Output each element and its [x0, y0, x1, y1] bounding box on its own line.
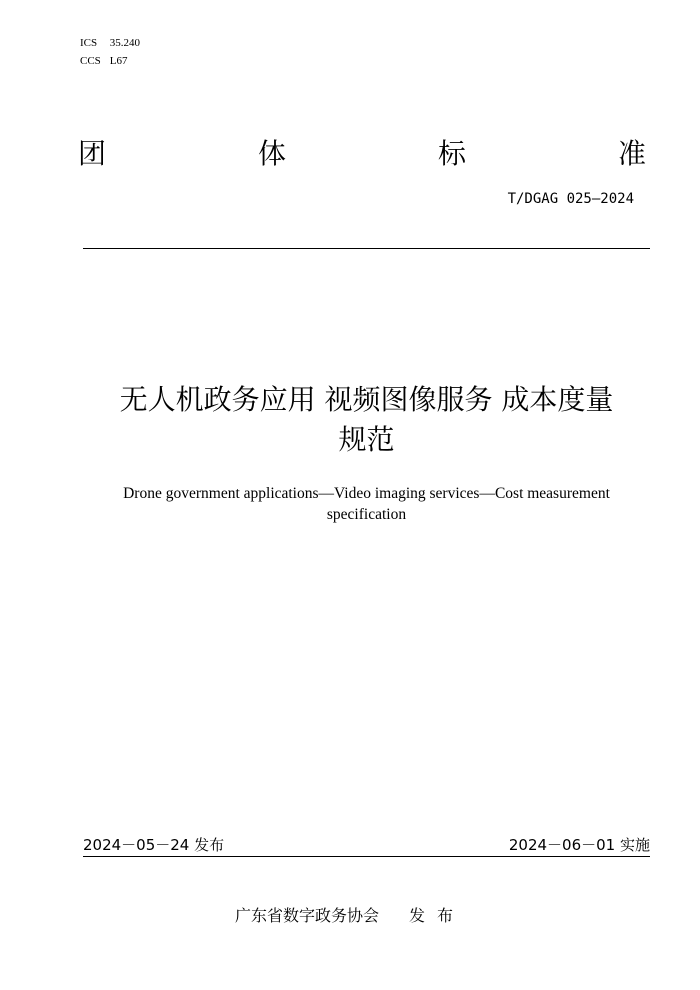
ccs-row: [80, 52, 140, 70]
chinese-title-line: 无人机政务应用 视频图像服务 成本度量: [119, 383, 614, 416]
ccs-label: CCS: [80, 55, 101, 67]
standard-number: T/DGAG 025—2024: [507, 191, 634, 207]
ics-label: ICS: [80, 37, 98, 49]
standard-type-char: 标: [437, 137, 466, 170]
ics-row: [80, 34, 140, 52]
chinese-title: [83, 380, 650, 460]
publisher-org: 广东省数字政务协会: [234, 906, 379, 925]
footer-divider: [83, 856, 650, 857]
chinese-title-line: 规范: [338, 423, 395, 456]
header-divider: [83, 248, 650, 249]
ccs-value: L67: [109, 55, 128, 67]
standard-type-char: 体: [257, 137, 286, 170]
dates-row: [83, 834, 650, 855]
classification-codes: [80, 34, 140, 70]
publisher-line: [0, 903, 700, 926]
standard-type-heading: [78, 132, 646, 172]
publish-action: 发布: [409, 906, 466, 925]
standard-type-char: 团: [78, 137, 107, 170]
implementation-date: 2024－06－01 实施: [508, 836, 650, 854]
english-title-line: specification: [326, 506, 407, 523]
english-title: [83, 483, 650, 525]
english-title-line: Drone government applications—Video imaging services—Cost measurement: [123, 485, 610, 502]
ics-value: 35.240: [109, 37, 140, 49]
issue-date: 2024－05－24 发布: [83, 836, 225, 854]
standard-type-char: 准: [617, 137, 646, 170]
